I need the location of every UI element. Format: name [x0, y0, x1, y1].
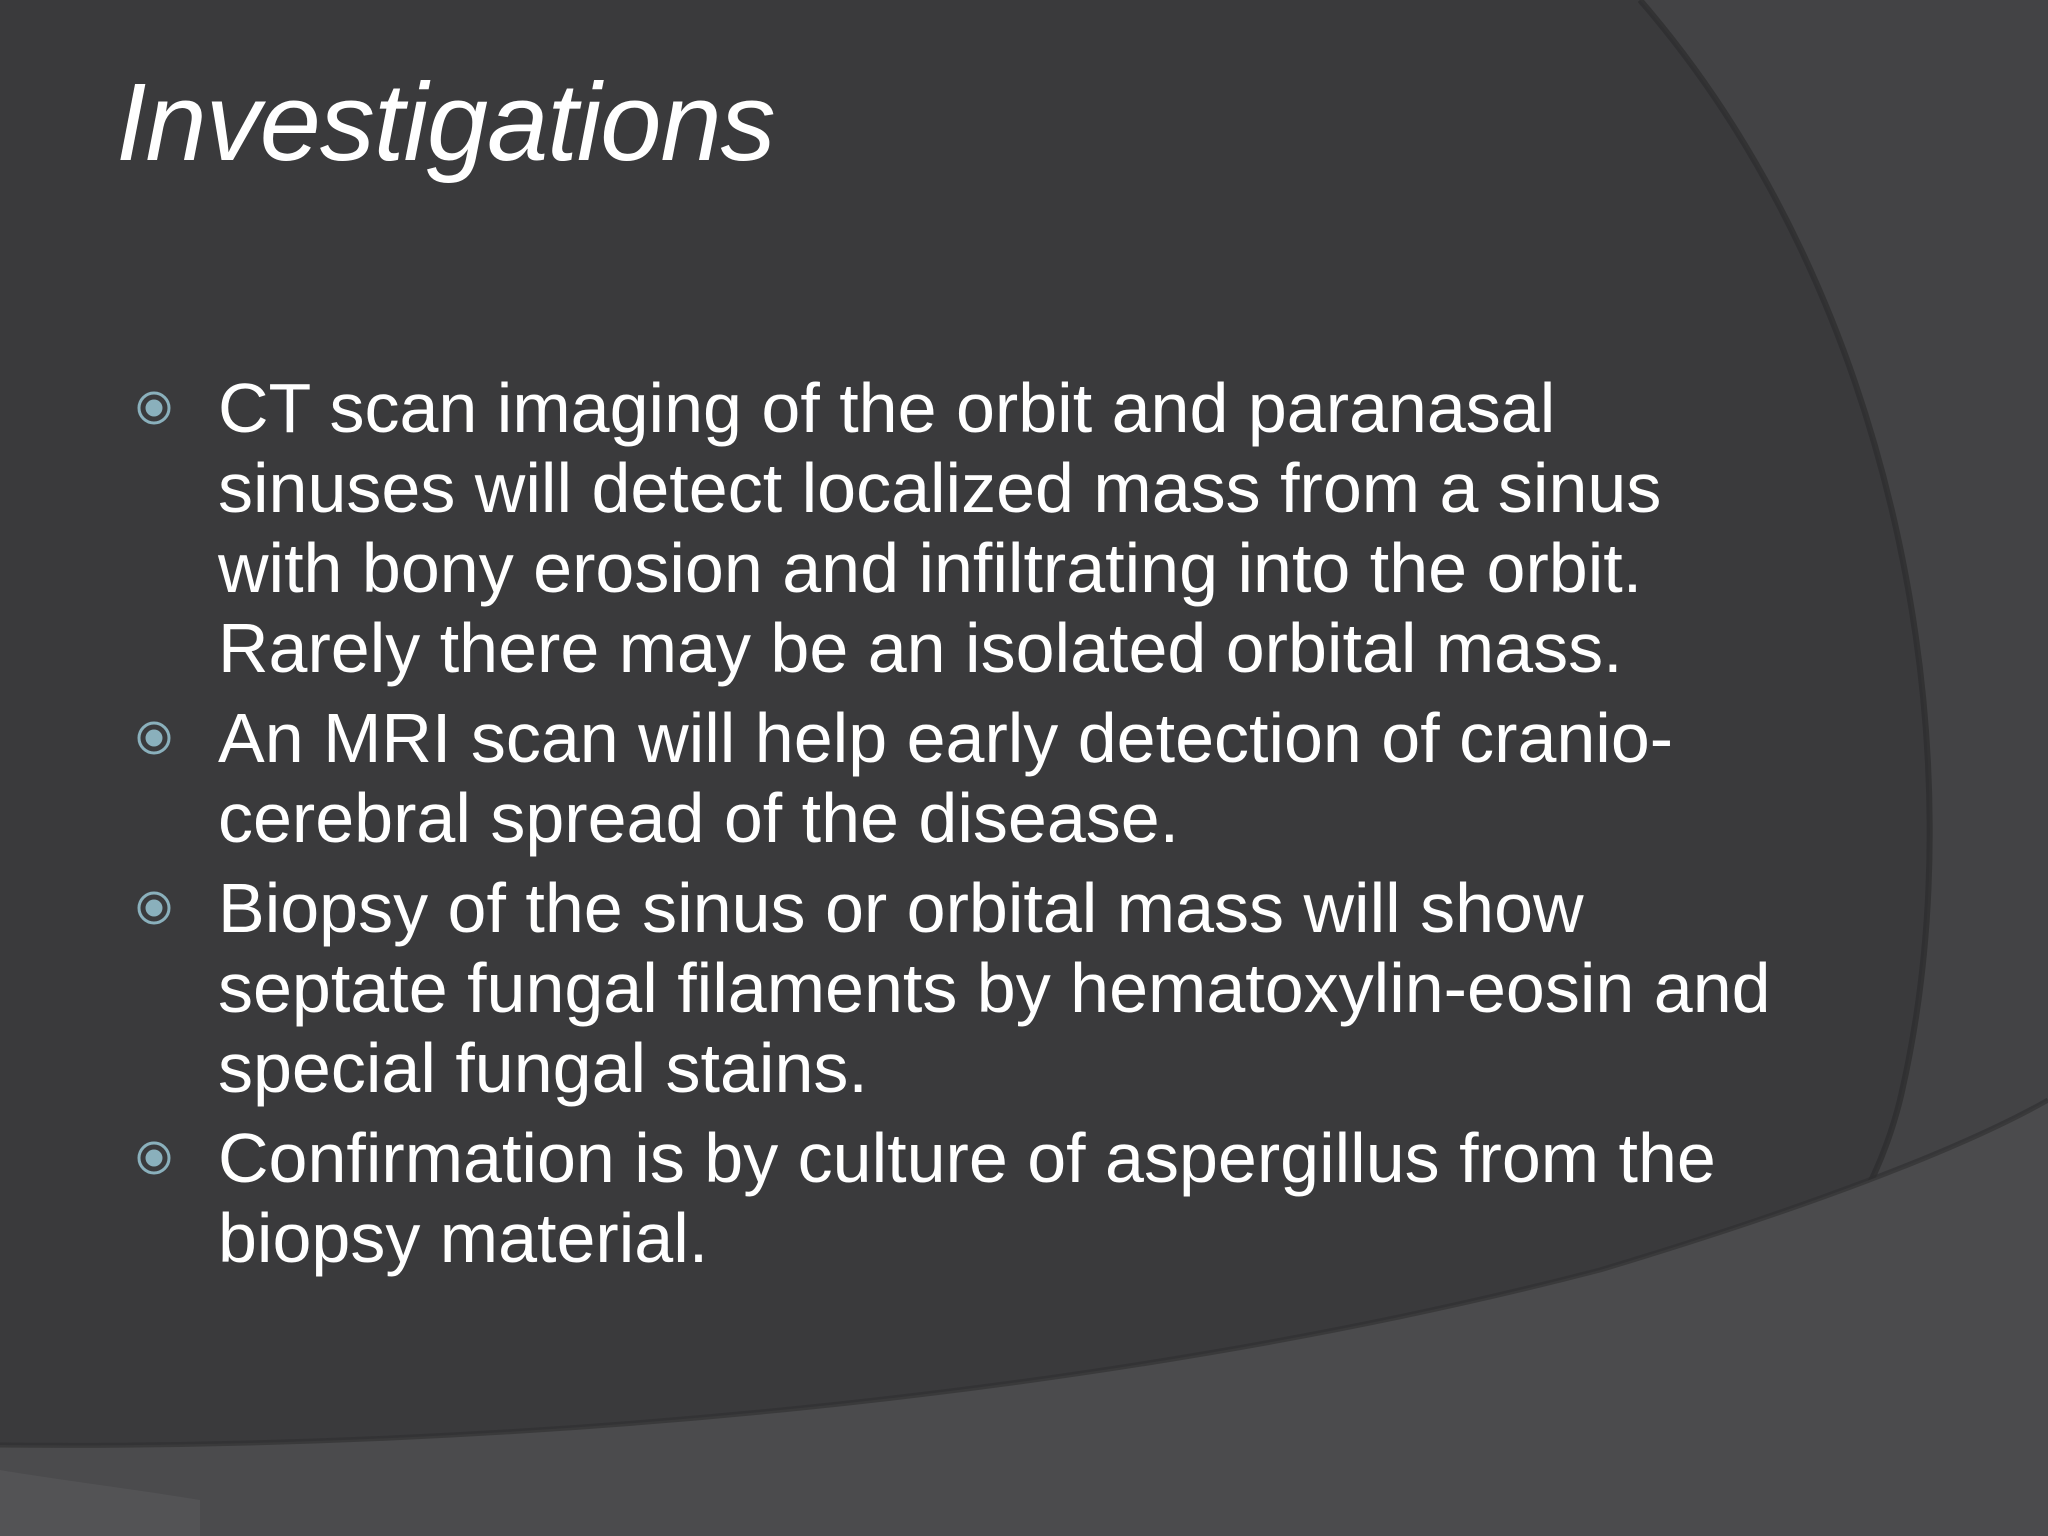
list-item — [130, 698, 1790, 858]
circled-dot-bullet-icon — [136, 720, 172, 756]
bullet-text: Biopsy of the sinus or orbital mass will show septate fungal filaments by hematoxylin-eosin and special fungal stains. — [218, 869, 1771, 1107]
slide-title: Investigations — [116, 61, 775, 184]
list-item — [130, 1118, 1790, 1278]
list-item — [130, 868, 1790, 1108]
circled-dot-bullet-icon — [136, 890, 172, 926]
list-item — [130, 368, 1790, 688]
bullet-text: An MRI scan will help early detection of cranio-cerebral spread of the disease. — [218, 699, 1674, 857]
circled-dot-bullet-icon — [136, 1140, 172, 1176]
bullet-list — [130, 368, 1790, 1288]
bullet-text: CT scan imaging of the orbit and paranasal sinuses will detect localized mass from a sinus with bony erosion and infiltrating into the orbit. Rarely there may be an isolated orbital mass. — [218, 369, 1662, 687]
circled-dot-bullet-icon — [136, 390, 172, 426]
bullet-text: Confirmation is by culture of aspergillus from the biopsy material. — [218, 1119, 1716, 1277]
